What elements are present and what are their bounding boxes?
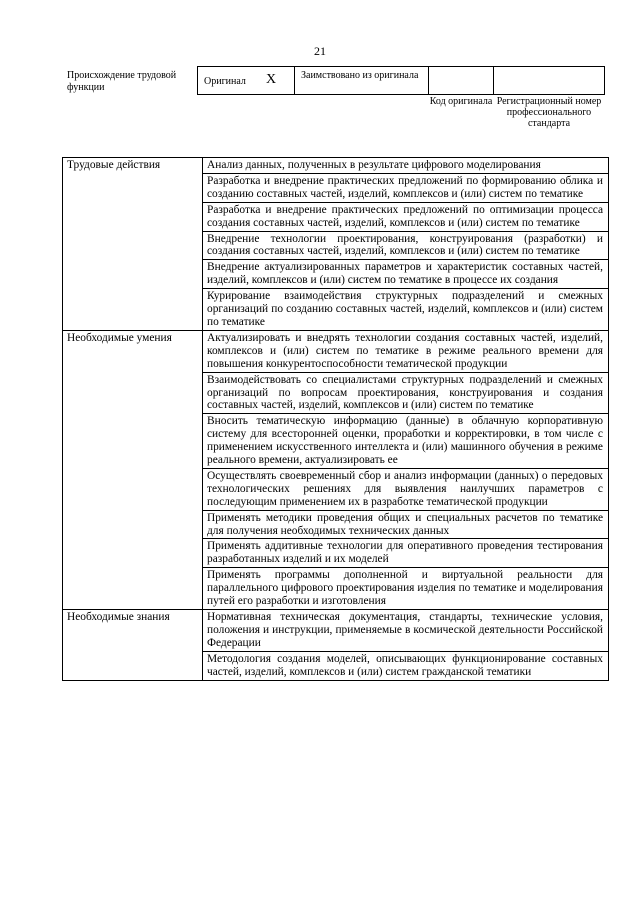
section-title: Необходимые знания [63,610,203,681]
table-cell: Методология создания моделей, описывающих функционирование составных частей, изделий, комплексов и (или) систем гражданской тематики [203,651,609,680]
table-cell: Анализ данных, полученных в результате цифрового моделирования [203,158,609,174]
labor-function-table [62,157,609,681]
table-row [63,610,609,652]
table-cell: Разработка и внедрение практических предложений по формированию облика и созданию составных частей, изделий, комплексов и (или) систем по тематике [203,173,609,202]
reg-number-cell [493,66,605,95]
table-cell: Осуществлять своевременный сбор и анализ информации (данных) о передовых технологических решениях для выявления наилучших параметров с последующим применением их в разработке тематической продукции [203,468,609,510]
section-title: Трудовые действия [63,158,203,331]
table-cell: Применять методики проведения общих и специальных расчетов по тематике для получения необходимых технических данных [203,510,609,539]
table-cell: Нормативная техническая документация, стандарты, технические условия, положения и инструкции, применяемые в космической деятельности Российской Федерации [203,610,609,652]
borrowed-cell [294,66,429,95]
code-label: Код оригинала [429,96,493,107]
code-cell [428,66,494,95]
page-number: 21 [314,44,326,58]
original-cell [197,66,295,95]
origin-label: Происхождение трудовой функции [67,70,177,93]
table-cell: Вносить тематическую информацию (данные) в облачную корпоративную систему для всесторонней оценки, проработки и корректировки, в том числе с применением искусственного интеллекта и (или) машинного обучения в режиме реального времени, актуализировать ее [203,414,609,469]
table-cell: Внедрение технологии проектирования, конструирования (разработки) и создания составных частей, изделий, комплексов и (или) систем по тематике [203,231,609,260]
section-title: Необходимые умения [63,330,203,609]
original-label: Оригинал [204,76,246,87]
table-row [63,330,609,372]
reg-number-label: Регистрационный номер профессионального стандарта [496,96,602,129]
table-cell: Взаимодействовать со специалистами структурных подразделений и смежных организаций по вопросам проектирования, конструирования и создания составных частей, изделий, комплексов и (или) систем по тематике [203,372,609,414]
original-mark: X [266,72,277,87]
table-cell: Внедрение актуализированных параметров и характеристик составных частей, изделий, комплексов и (или) систем по тематике в процессе их создания [203,260,609,289]
table-cell: Курирование взаимодействия структурных подразделений и смежных организаций по созданию составных частей, изделий, комплексов и (или) систем по тематике [203,289,609,331]
borrowed-label: Заимствовано из оригинала [301,70,419,81]
table-cell: Актуализировать и внедрять технологии создания составных частей, изделий, комплексов и (или) систем по тематике в режиме реального времени для повышения конкурентоспособности тематической продукции [203,330,609,372]
table-row [63,158,609,174]
table-cell: Разработка и внедрение практических предложений по оптимизации процесса создания составных частей, изделий, комплексов и (или) систем по тематике [203,202,609,231]
table-cell: Применять программы дополненной и виртуальной реальности для параллельного цифрового проектирования изделия по тематике и моделирования путей его разработки и изготовления [203,568,609,610]
table-cell: Применять аддитивные технологии для оперативного проведения тестирования разработанных изделий и их моделей [203,539,609,568]
